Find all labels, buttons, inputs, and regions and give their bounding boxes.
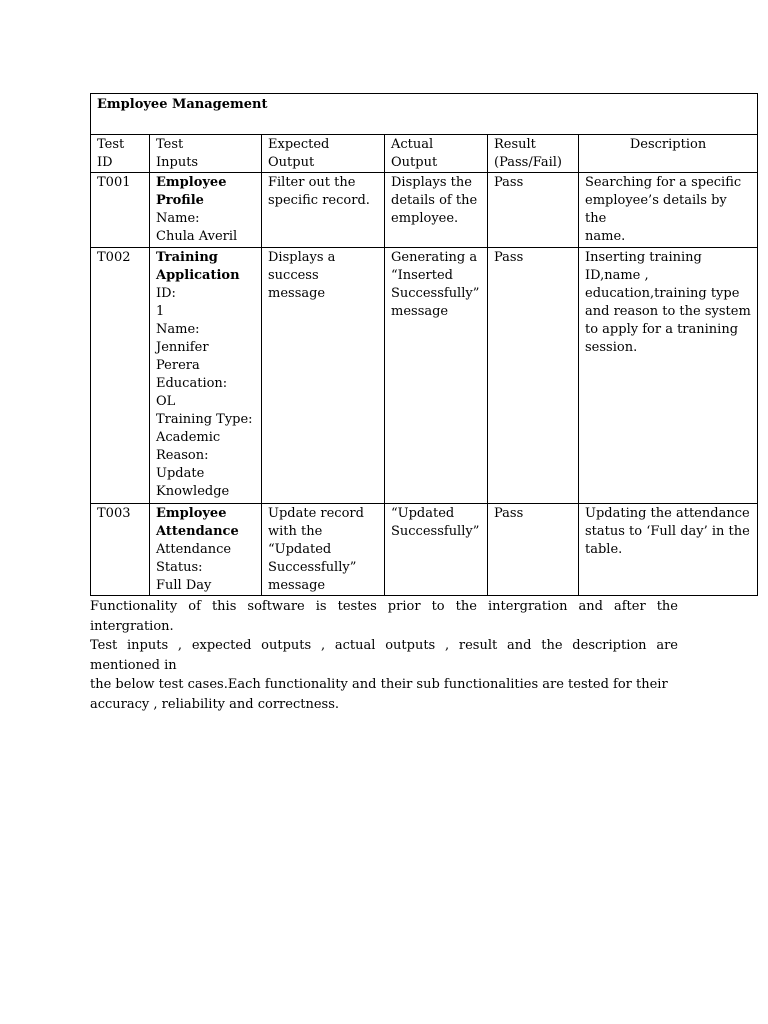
body-paragraph <box>90 597 678 714</box>
cell-test-id: T001 <box>91 173 150 248</box>
header-actual-output: Actual Output <box>385 135 488 173</box>
cell-test-inputs: Employee Attendance Attendance Status: Full Day <box>150 504 262 596</box>
table-title-row <box>91 94 758 135</box>
header-expected-output: Expected Output <box>262 135 385 173</box>
header-result: Result (Pass/Fail) <box>488 135 579 173</box>
cell-test-inputs: Employee Profile Name: Chula Averil <box>150 173 262 248</box>
table-row <box>91 248 758 504</box>
table-row <box>91 504 758 596</box>
cell-description: Updating the attendance status to ‘Full day’ in the table. <box>579 504 758 596</box>
paragraph-line: accuracy , reliability and correctness. <box>90 696 339 712</box>
header-test-inputs: Test Inputs <box>150 135 262 173</box>
cell-expected-output: Filter out the specific record. <box>262 173 385 248</box>
cell-expected-output: Update record with the “Updated Successfully” message <box>262 504 385 596</box>
table-header-row <box>91 135 758 173</box>
cell-test-id: T002 <box>91 248 150 504</box>
table-title: Employee Management <box>91 94 758 135</box>
table-row <box>91 173 758 248</box>
paragraph-line: the below test cases.Each functionality and their sub functionalities are tested for their <box>90 677 668 692</box>
cell-expected-output: Displays a success message <box>262 248 385 504</box>
cell-test-inputs: Training Application ID: 1 Name: Jennifer Perera Education: OL Training Type: Academic Reason: Update Knowledge <box>150 248 262 504</box>
cell-actual-output: Displays the details of the employee. <box>385 173 488 248</box>
test-case-table <box>90 93 758 596</box>
cell-actual-output: “Updated Successfully” <box>385 504 488 596</box>
cell-test-id: T003 <box>91 504 150 596</box>
cell-result: Pass <box>488 248 579 504</box>
cell-description: Searching for a specific employee’s details by the name. <box>579 173 758 248</box>
cell-description: Inserting training ID,name , education,training type and reason to the system to apply for a tranining session. <box>579 248 758 504</box>
paragraph-line: Functionality of this software is testes prior to the intergration and after the intergration. <box>90 599 678 634</box>
header-test-id: Test ID <box>91 135 150 173</box>
paragraph-line: Test inputs , expected outputs , actual outputs , result and the description are mentioned in <box>90 638 678 673</box>
cell-actual-output: Generating a “Inserted Successfully” message <box>385 248 488 504</box>
header-description: Description <box>579 135 758 173</box>
cell-result: Pass <box>488 173 579 248</box>
cell-result: Pass <box>488 504 579 596</box>
